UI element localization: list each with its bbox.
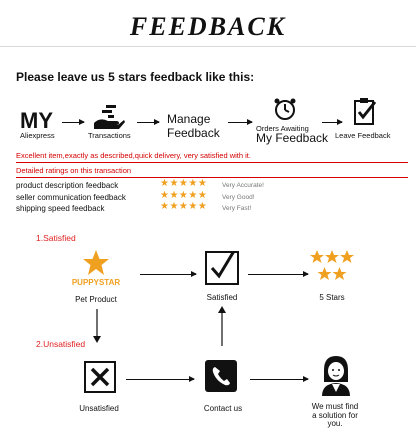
sample-feedback-text: Excellent item,exactly as described,quick delivery, very satisfied with it. xyxy=(16,151,251,160)
step-my-sublabel: Aliexpress xyxy=(20,131,55,140)
support-agent-icon xyxy=(318,354,354,396)
rating-label-communication: seller communication feedback xyxy=(16,193,126,202)
rating-label-description: product description feedback xyxy=(16,181,119,190)
brand-name: PUPPYSTAR xyxy=(71,278,121,287)
arrow-down-icon xyxy=(92,309,102,343)
arrow-right-icon xyxy=(62,122,84,123)
five-stars-icon xyxy=(310,250,354,286)
star-rating-icon: ★★★★★ xyxy=(160,201,208,212)
unsatisfied-heading: 2.Unsatisfied xyxy=(36,339,86,349)
solution-line-1: We must find xyxy=(311,402,359,411)
hand-coins-icon xyxy=(92,101,126,131)
contact-us-label: Contact us xyxy=(203,404,243,413)
arrow-up-icon xyxy=(217,306,227,346)
phone-icon xyxy=(205,360,237,392)
step-leave-feedback-label: Leave Feedback xyxy=(335,131,391,140)
solution-line-3: you. xyxy=(327,419,343,428)
satisfied-label: Satisfied xyxy=(206,293,238,302)
arrow-right-icon xyxy=(137,122,159,123)
solution-line-2: a solution for xyxy=(312,410,358,420)
step-my-label: MY xyxy=(20,108,53,133)
star-rating-icon: ★★★★★ xyxy=(160,178,208,189)
step-orders-awaiting-label: Orders Awaiting xyxy=(256,124,309,133)
arrow-right-icon xyxy=(248,274,308,275)
rating-label-shipping: shipping speed feedback xyxy=(16,204,105,213)
step-manage-label: Manage xyxy=(167,112,211,126)
star-rating-icon: ★★★★★ xyxy=(160,190,208,201)
red-underline xyxy=(16,162,408,163)
arrow-right-icon xyxy=(322,122,342,123)
arrow-right-icon xyxy=(250,379,308,380)
puppystar-star-icon xyxy=(82,249,110,277)
rating-value-communication: Very Good! xyxy=(222,194,255,201)
unsatisfied-label: Unsatisfied xyxy=(79,404,119,413)
five-stars-label: 5 Stars xyxy=(319,293,345,302)
solution-text xyxy=(300,403,370,429)
clipboard-check-icon xyxy=(352,97,378,127)
step-feedback-label: Feedback xyxy=(167,126,220,140)
ratings-caption: Detailed ratings on this transaction xyxy=(16,166,132,175)
arrow-right-icon xyxy=(140,274,196,275)
intro-heading: Please leave us 5 stars feedback like this: xyxy=(16,70,255,84)
step-my-feedback-label: My Feedback xyxy=(256,131,329,145)
rating-value-shipping: Very Fast! xyxy=(222,205,252,212)
unsatisfied-box-icon xyxy=(84,361,116,393)
satisfied-heading: 1.Satisfied xyxy=(36,233,76,243)
step-transactions-label: Transactions xyxy=(88,131,131,140)
rating-value-description: Very Accurate! xyxy=(222,182,264,189)
satisfied-checkbox-icon xyxy=(205,251,239,285)
red-underline xyxy=(16,177,408,178)
page-title: FEEDBACK xyxy=(129,12,287,41)
divider xyxy=(0,46,416,47)
arrow-right-icon xyxy=(126,379,194,380)
pet-product-label: Pet Product xyxy=(75,295,117,304)
arrow-right-icon xyxy=(228,122,252,123)
alarm-clock-icon xyxy=(272,97,298,121)
